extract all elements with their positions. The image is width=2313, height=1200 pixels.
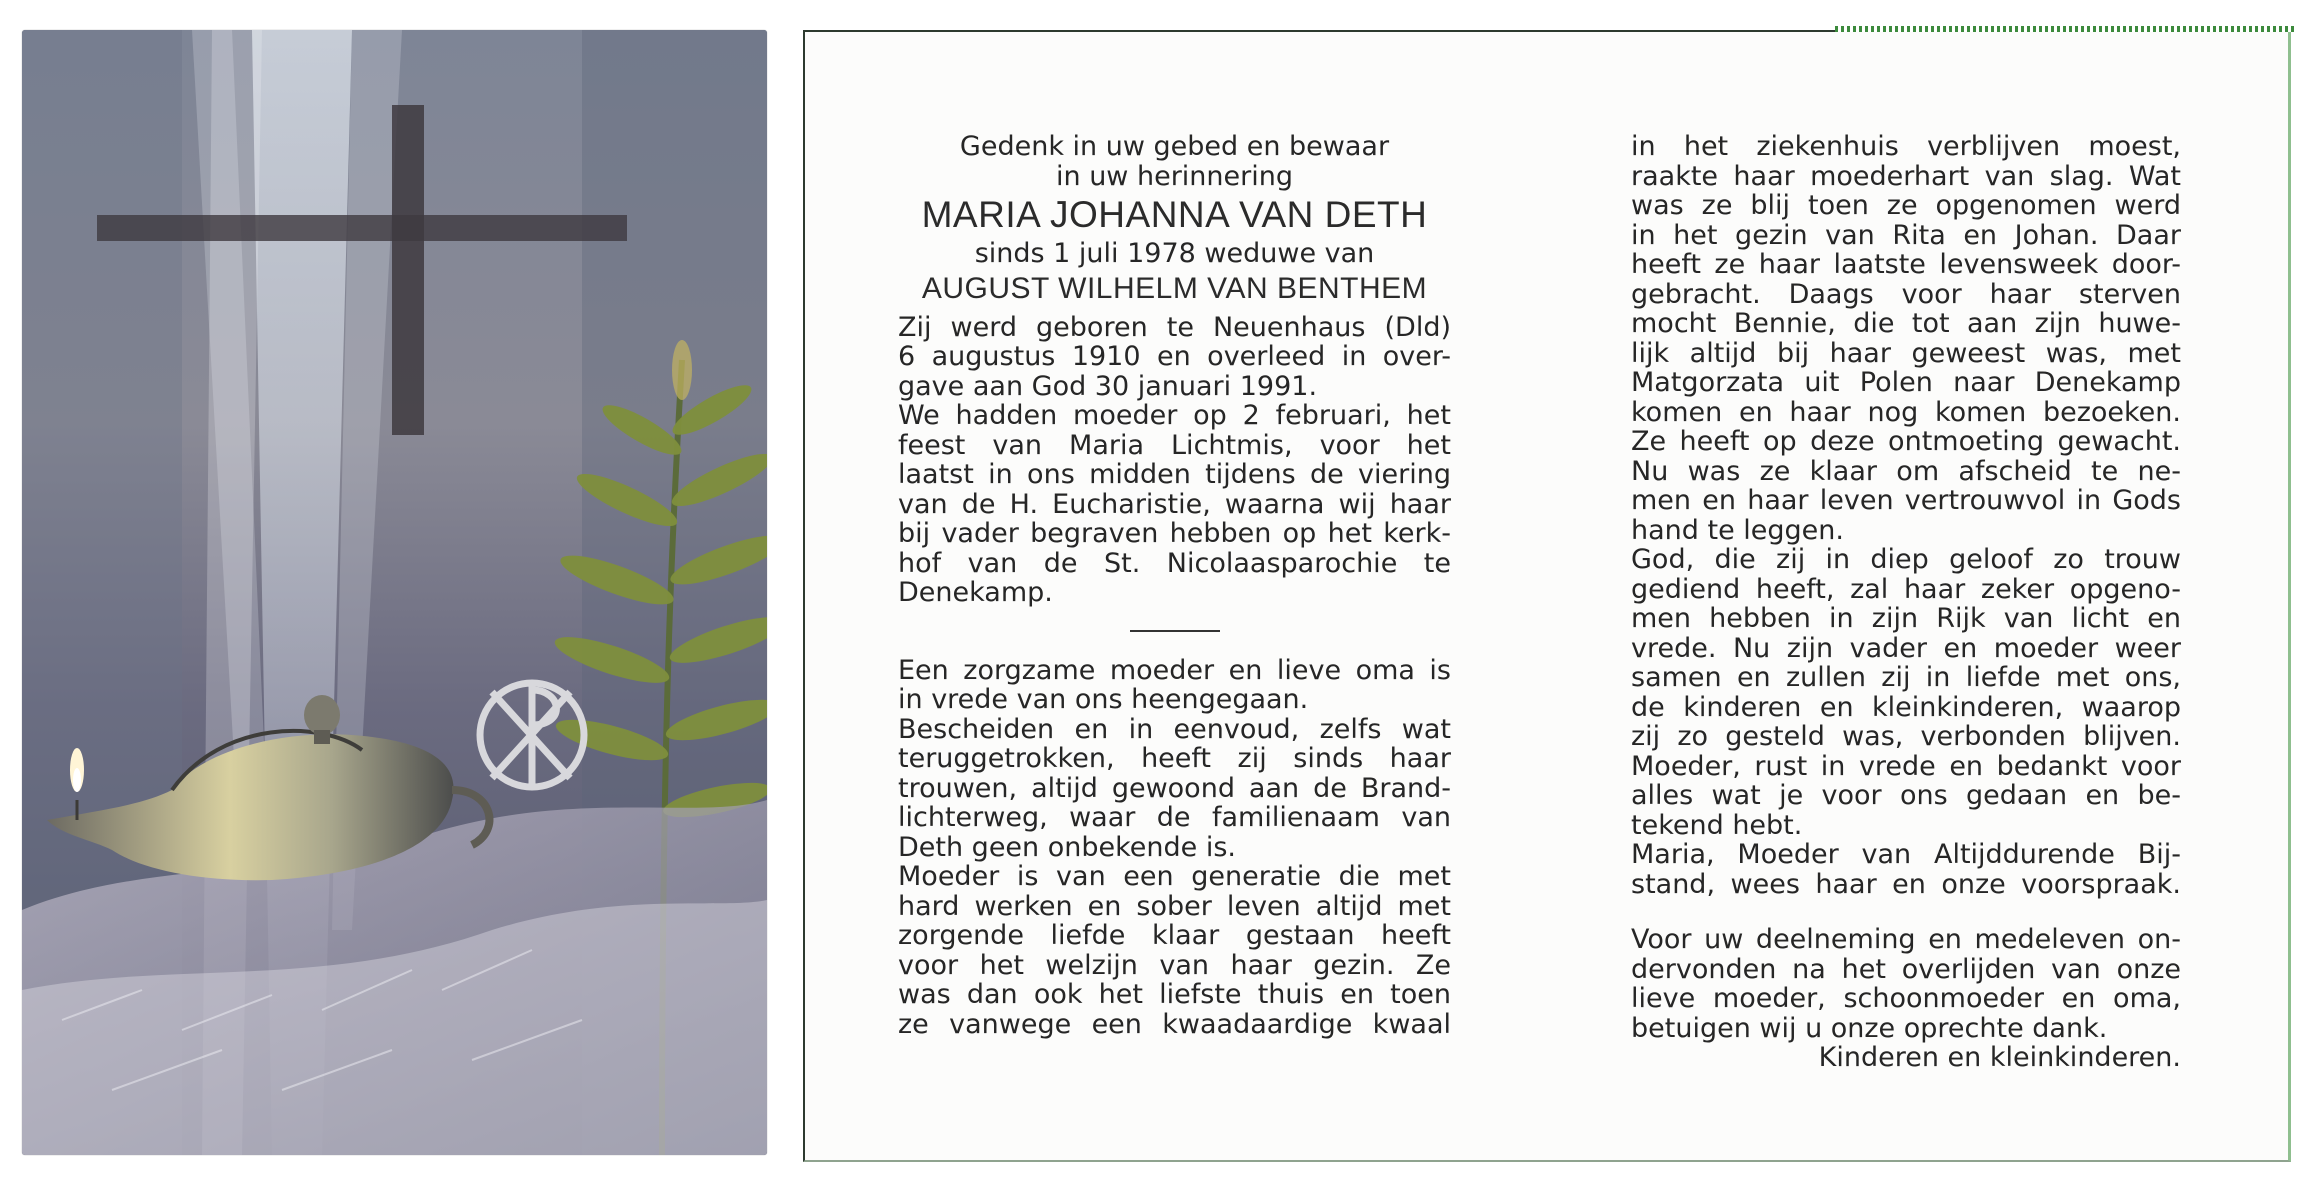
continuation-line: samen en zullen zij in liefde met ons,: [1631, 662, 2181, 693]
continuation-line: mocht Bennie, die tot aan zijn huwe-: [1631, 308, 2181, 339]
biography: [898, 313, 1451, 608]
tribute-line: zorgende liefde klaar gestaan heeft: [898, 920, 1451, 951]
continuation-line: stand, wees haar en onze voorspraak.: [1631, 868, 2181, 900]
right-text-column: [1631, 132, 2181, 1073]
thanks-line: dervonden na het overlijden van onze: [1631, 953, 2181, 985]
tribute-line: voor het welzijn van haar gezin. Ze: [898, 949, 1451, 981]
continuation-line: komen en haar nog komen bezoeken.: [1631, 396, 2181, 428]
bio-line: van de H. Eucharistie, waarna wij haar: [898, 488, 1451, 520]
bio-line: We hadden moeder op 2 februari, het: [898, 400, 1451, 431]
tribute-line: lichterweg, waar de familienaam van: [898, 802, 1451, 833]
thanks-line: Voor uw deelneming en medeleven on-: [1631, 924, 2181, 955]
continuation-line: Moeder, rust in vrede en bedankt voor: [1631, 750, 2181, 782]
continuation-line: in het gezin van Rita en Johan. Daar: [1631, 219, 2181, 251]
tribute-line: Moeder is van een generatie die met: [898, 861, 1451, 892]
memorial-card-text: [803, 30, 2291, 1162]
header-line-2: in uw herinnering: [1056, 160, 1293, 192]
continuation-line: God, die zij in diep geloof zo trouw: [1631, 544, 2181, 575]
spouse-name: AUGUST WILHELM VAN BENTHEM: [921, 271, 1428, 305]
tribute-line: teruggetrokken, heeft zij sinds haar: [898, 743, 1451, 774]
bio-line: bij vader begraven hebben op het kerk-: [898, 518, 1451, 549]
thanks-line: lieve moeder, schoonmoeder en oma,: [1631, 983, 2181, 1014]
paragraph-gap: [1631, 899, 2181, 925]
thanks: [1631, 925, 2181, 1043]
continuation-line: Ze heeft op deze ontmoeting gewacht.: [1631, 426, 2181, 457]
tribute-line: trouwen, altijd gewoond aan de Brand-: [898, 772, 1451, 804]
bio-line: 6 augustus 1910 en overleed in over-: [898, 341, 1451, 372]
continuation-line: gediend heeft, zal haar zeker opgeno-: [1631, 573, 2181, 605]
tribute-line: in vrede van ons heengegaan.: [898, 684, 1309, 715]
bio-line: Zij werd geboren te Neuenhaus (Dld): [898, 311, 1451, 343]
continuation: [1631, 132, 2181, 899]
continuation-line: zij zo gesteld was, verbonden blijven.: [1631, 721, 2181, 752]
devotional-painting: [22, 30, 767, 1155]
card-edge-decoration: [1835, 26, 2295, 32]
continuation-line: lijk altijd bij haar geweest was, met: [1631, 337, 2181, 369]
header-line-1: Gedenk in uw gebed en bewaar: [959, 131, 1390, 162]
continuation-line: alles wat je voor ons gedaan en be-: [1631, 780, 2181, 811]
continuation-line: raakte haar moederhart van slag. Wat: [1631, 160, 2181, 192]
continuation-line: vrede. Nu zijn vader en moeder weer: [1631, 632, 2181, 664]
continuation-line: Nu was ze klaar om afscheid te ne-: [1631, 455, 2181, 487]
continuation-line: Maria, Moeder van Altijddurende Bij-: [1631, 839, 2181, 870]
continuation-line: was ze blij toen ze opgenomen werd: [1631, 190, 2181, 221]
tribute-line: was dan ook het liefste thuis en toen: [898, 979, 1451, 1010]
continuation-line: hand te leggen.: [1631, 514, 1844, 546]
bio-line: feest van Maria Lichtmis, voor het: [898, 429, 1451, 461]
bio-line: gave aan God 30 januari 1991.: [898, 370, 1318, 402]
signature: Kinderen en kleinkinderen.: [1818, 1042, 2181, 1073]
tribute-line: Een zorgzame moeder en lieve oma is: [898, 654, 1451, 686]
continuation-line: men en haar leven vertrouwvol in Gods: [1631, 485, 2181, 516]
deceased-name: MARIA JOHANNA VAN DETH: [921, 194, 1428, 235]
header-line-3: sinds 1 juli 1978 weduwe van: [974, 238, 1375, 269]
bio-line: laatst in ons midden tijdens de viering: [898, 459, 1451, 490]
thanks-line: betuigen wij u onze oprechte dank.: [1631, 1012, 2108, 1044]
section-divider: [1130, 630, 1220, 632]
continuation-line: heeft ze haar laatste levensweek door-: [1631, 249, 2181, 280]
continuation-line: gebracht. Daags voor haar sterven: [1631, 278, 2181, 310]
continuation-line: de kinderen en kleinkinderen, waarop: [1631, 691, 2181, 723]
bio-line: hof van de St. Nicolaasparochie te: [898, 547, 1451, 579]
tribute-line: Bescheiden en in eenvoud, zelfs wat: [898, 713, 1451, 745]
tribute-line: ze vanwege een kwaadaardige kwaal: [898, 1008, 1451, 1040]
bio-line: Denekamp.: [898, 577, 1053, 608]
tribute-line: hard werken en sober leven altijd met: [898, 890, 1451, 922]
left-text-column: [898, 132, 1451, 1039]
painting-artwork: [22, 30, 767, 1155]
continuation-line: in het ziekenhuis verblijven moest,: [1631, 131, 2181, 162]
continuation-line: Matgorzata uit Polen naar Denekamp: [1631, 367, 2181, 398]
tribute: [898, 656, 1451, 1040]
tribute-line: Deth geen onbekende is.: [898, 831, 1237, 863]
continuation-line: men hebben in zijn Rijk van licht en: [1631, 603, 2181, 634]
continuation-line: tekend hebt.: [1631, 809, 1803, 841]
